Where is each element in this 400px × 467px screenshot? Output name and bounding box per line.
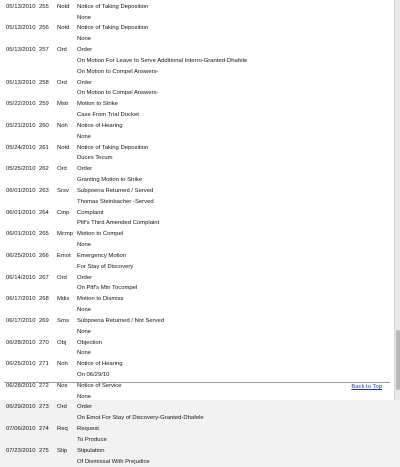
entry-number: 273 <box>39 404 49 411</box>
entry-code: Notd <box>57 25 70 32</box>
docket-entry-row <box>0 424 394 435</box>
docket-entry-row <box>0 294 394 305</box>
entry-number: 270 <box>39 339 49 346</box>
entry-text: None <box>77 36 92 43</box>
entry-date: 07/06/2010 <box>6 426 36 433</box>
entry-code: Noh <box>57 122 68 129</box>
entry-number: 258 <box>39 79 49 86</box>
entry-text: Order <box>77 47 93 54</box>
entry-code: Notd <box>57 144 70 151</box>
entry-text: Motion to Strike <box>77 101 118 108</box>
docket-entry-row <box>0 273 394 284</box>
entry-text: Notice of Hearing <box>77 361 123 368</box>
entry-text: Granting Motion to Strike <box>77 177 143 184</box>
entry-number: 272 <box>39 382 49 389</box>
docket-entry-detail <box>0 305 394 316</box>
entry-text: None <box>77 307 92 314</box>
entry-date: 06/17/2010 <box>6 296 36 303</box>
entry-code: Cmp <box>57 209 70 216</box>
entry-code: Notd <box>57 3 70 10</box>
entry-code: Nos <box>57 382 68 389</box>
docket-entry-row <box>0 251 394 262</box>
docket-entry-row <box>0 2 394 13</box>
entry-date: 06/14/2010 <box>6 274 36 281</box>
entry-date: 05/13/2010 <box>6 3 36 10</box>
docket-entry-detail <box>0 110 394 121</box>
entry-text: Emergency Motion <box>77 252 127 259</box>
entry-text: Notice of Service <box>77 382 122 389</box>
docket-entry-detail <box>0 132 394 143</box>
entry-text: Stipulation <box>77 447 105 454</box>
entry-code: Srns <box>57 317 70 324</box>
entry-code: Ord <box>57 166 67 173</box>
entry-date: 06/29/2010 <box>6 404 36 411</box>
entry-text: On Motion to Compel Answers- <box>77 68 159 75</box>
docket-entry-row <box>0 121 394 132</box>
docket-entry-detail <box>0 88 394 99</box>
entry-number: 259 <box>39 101 49 108</box>
entry-code: Ord <box>57 274 67 281</box>
scrollbar-thumb[interactable] <box>396 330 400 390</box>
entry-text: On 06/29/10 <box>77 371 110 378</box>
entry-date: 06/01/2010 <box>6 187 36 194</box>
docket-entry-detail <box>0 13 394 24</box>
entry-text: Thomas Steinbacher -Served <box>77 198 154 205</box>
entry-date: 05/13/2010 <box>6 47 36 54</box>
docket-entry-row <box>0 338 394 349</box>
entry-date: 05/21/2010 <box>6 122 36 129</box>
entry-text: Subpoena Returned / Served <box>77 187 154 194</box>
entry-text: Complaint <box>77 209 104 216</box>
docket-entry-row <box>0 316 394 327</box>
entry-text: Notice of Taking Deposition <box>77 25 149 32</box>
back-to-top-link[interactable]: Back to Top <box>351 384 382 390</box>
entry-date: 05/13/2010 <box>6 79 36 86</box>
entry-number: 264 <box>39 209 49 216</box>
docket-entry-row <box>0 99 394 110</box>
docket-entry-detail <box>0 327 394 338</box>
entry-text: None <box>77 393 92 400</box>
docket-entry-detail <box>0 435 394 446</box>
docket-entry-row <box>0 164 394 175</box>
entry-text: Pltf's Third Amended Complaint <box>77 220 160 227</box>
entry-number: 263 <box>39 187 49 194</box>
entry-date: 05/13/2010 <box>6 25 36 32</box>
entry-date: 06/17/2010 <box>6 317 36 324</box>
entry-number: 274 <box>39 426 49 433</box>
docket-entry-detail <box>0 34 394 45</box>
entry-number: 265 <box>39 231 49 238</box>
docket-entry-row <box>0 446 394 457</box>
docket-entry-detail <box>0 283 394 294</box>
docket-entry-row <box>0 78 394 89</box>
entry-text: Duces Tecum <box>77 155 113 162</box>
docket-entry-row <box>0 23 394 34</box>
docket-entry-detail <box>0 240 394 251</box>
docket-entry-row <box>0 208 394 219</box>
entry-text: Case From Trial Docket <box>77 112 139 119</box>
entry-number: 255 <box>39 3 49 10</box>
entry-code: Mstr <box>57 101 69 108</box>
entry-code: Obj <box>57 339 67 346</box>
entry-text: Of Dismissal With Prejudice <box>77 458 150 465</box>
entry-text: To Produce <box>77 436 107 443</box>
docket-entry-detail <box>0 197 394 208</box>
entry-date: 06/01/2010 <box>6 209 36 216</box>
docket-entry-detail <box>0 67 394 78</box>
entry-text: Request <box>77 426 99 433</box>
vertical-scrollbar[interactable] <box>394 0 400 400</box>
entry-text: On Emot For Stay of Discovery-Granted-Dhafele <box>77 415 204 422</box>
entry-number: 262 <box>39 166 49 173</box>
entry-date: 05/25/2010 <box>6 166 36 173</box>
docket-entry-row <box>0 186 394 197</box>
entry-text: Motion to Compel <box>77 231 124 238</box>
entry-date: 05/22/2010 <box>6 101 36 108</box>
entry-date: 06/28/2010 <box>6 339 36 346</box>
docket-entry-row <box>0 359 394 370</box>
docket-entry-detail <box>0 56 394 67</box>
entry-date: 06/25/2010 <box>6 361 36 368</box>
entry-number: 271 <box>39 361 49 368</box>
entry-number: 256 <box>39 25 49 32</box>
entry-code: Noh <box>57 361 68 368</box>
entry-text: None <box>77 328 92 335</box>
entry-date: 07/23/2010 <box>6 447 36 454</box>
entry-text: On Motion For Leave to Serve Additional Interro-Granted-Dhafele <box>77 57 248 64</box>
entry-number: 260 <box>39 122 49 129</box>
entry-date: 06/01/2010 <box>6 231 36 238</box>
entry-text: Notice of Hearing <box>77 122 123 129</box>
docket-entry-row <box>0 45 394 56</box>
entry-number: 275 <box>39 447 49 454</box>
entry-text: Order <box>77 404 93 411</box>
entry-code: Mdis <box>57 296 70 303</box>
docket-entry-row <box>0 229 394 240</box>
docket-entry-detail <box>0 413 394 424</box>
docket-entry-detail <box>0 175 394 186</box>
entry-number: 269 <box>39 317 49 324</box>
entry-number: 267 <box>39 274 49 281</box>
entry-code: Req <box>57 426 68 433</box>
entry-text: None <box>77 242 92 249</box>
entry-code: Mcmp <box>57 231 74 238</box>
entry-text: Order <box>77 79 93 86</box>
docket-entry-detail <box>0 262 394 273</box>
entry-text: Objection <box>77 339 102 346</box>
entry-code: Ord <box>57 404 67 411</box>
entry-code: Ord <box>57 47 67 54</box>
entry-code: Stip <box>57 447 68 454</box>
entry-text: Subpoena Returned / Not Served <box>77 317 165 324</box>
entry-number: 266 <box>39 252 49 259</box>
entry-code: Srsv <box>57 187 69 194</box>
entry-code: Emot <box>57 252 71 259</box>
entry-date: 06/25/2010 <box>6 252 36 259</box>
entry-number: 257 <box>39 47 49 54</box>
entry-date: 06/28/2010 <box>6 382 36 389</box>
footer-divider <box>4 382 390 383</box>
entry-date: 05/24/2010 <box>6 144 36 151</box>
entry-number: 268 <box>39 296 49 303</box>
entry-text: Order <box>77 166 93 173</box>
entry-text: Notice of Taking Deposition <box>77 144 149 151</box>
docket-entry-detail <box>0 457 394 467</box>
docket-entry-detail <box>0 153 394 164</box>
entry-text: None <box>77 350 92 357</box>
docket-entry-detail <box>0 392 394 403</box>
docket-entry-detail <box>0 218 394 229</box>
entry-text: For Stay of Discovery <box>77 263 134 270</box>
entry-text: Order <box>77 274 93 281</box>
entry-text: Motion to Dismiss <box>77 296 124 303</box>
entry-text: None <box>77 133 92 140</box>
entry-code: Ord <box>57 79 67 86</box>
entry-text: On Pltf's Mtn Tocompel <box>77 285 138 292</box>
entry-number: 261 <box>39 144 49 151</box>
docket-entry-row <box>0 143 394 154</box>
docket-entry-row <box>0 402 394 413</box>
docket-entry-detail <box>0 370 394 381</box>
entry-text: Notice of Taking Deposition <box>77 3 149 10</box>
docket-entry-detail <box>0 348 394 359</box>
entry-text: On Motion to Compel Answers- <box>77 90 159 97</box>
entry-text: None <box>77 14 92 21</box>
